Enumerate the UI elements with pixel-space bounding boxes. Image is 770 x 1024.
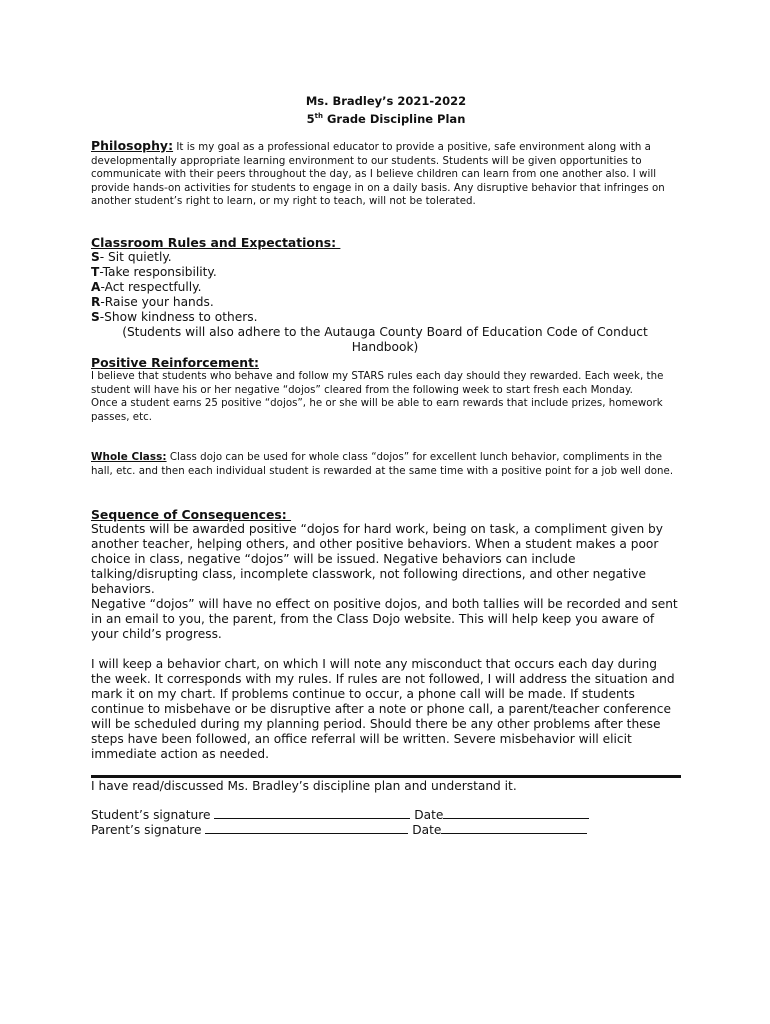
parent-signature-row [91, 823, 679, 838]
student-date-label: Date [410, 808, 444, 822]
grade-superscript: th [314, 112, 323, 120]
title-line-2-rest: Grade Discipline Plan [322, 111, 466, 126]
consequences-para-3: I will keep a behavior chart, on which I will note any misconduct that occurs each day during the week. It corresponds with my rules. If rules are not followed, I will address the situation and mark it on my chart. If problems continue to occur, a phone call will be made. If students continue to misbehave or be disruptive after a note or phone call, a parent/teacher conference will be scheduled during my planning period. Should there be any other problems after these steps have been followed, an office referral will be written. Severe misbehavior will elicit immediate action as needed. [91, 657, 675, 761]
consequences-heading: Sequence of Consequences: [91, 507, 292, 522]
student-signature-field[interactable] [214, 808, 410, 819]
reinforcement-para-1: I believe that students who behave and follow my STARS rules each day should they rewarded. Each week, the student will have his or her negative “dojos” cleared from the following week to start fresh each Monday. [91, 371, 664, 396]
rule-item [91, 310, 679, 325]
parent-signature-field[interactable] [205, 823, 408, 834]
whole-class-section [91, 451, 679, 478]
rule-letter: S [91, 250, 100, 264]
rules-heading: Classroom Rules and Expectations: [91, 235, 341, 250]
rule-text: -Take responsibility. [99, 265, 217, 279]
whole-class-heading: Whole Class: [91, 451, 167, 463]
student-signature-row [91, 808, 679, 823]
grade-number: 5 [306, 111, 315, 126]
title-line-2 [91, 109, 681, 127]
parent-signature-label: Parent’s signature [91, 823, 206, 837]
agreement-statement: I have read/discussed Ms. Bradley’s discipline plan and understand it. [91, 779, 517, 793]
rule-letter: A [91, 280, 101, 294]
rule-text: -Raise your hands. [100, 295, 214, 309]
whole-class-text: Class dojo can be used for whole class “dojos” for excellent lunch behavior, compliments in the hall, etc. and then each individual student is rewarded at the same time with a positive point for a job well done. [91, 452, 674, 477]
divider-line [91, 775, 681, 778]
consequences-para-1: Students will be awarded positive “dojos for hard work, being on task, a compliment given by another teacher, helping others, and other positive behaviors. When a student makes a poor choice in class, negative “dojos” will be issued. Negative behaviors can include talking/disrupting class, incomplete classwork, not following directions, and other negative behaviors. [91, 522, 663, 596]
rule-item [91, 280, 679, 295]
rule-text: - Sit quietly. [99, 250, 172, 264]
philosophy-heading: Philosophy: [91, 138, 174, 153]
student-date-field[interactable] [443, 808, 589, 819]
title-line-1: Ms. Bradley’s 2021-2022 [305, 94, 467, 108]
student-signature-label: Student’s signature [91, 808, 215, 822]
rule-item [91, 295, 679, 310]
consequences-section [91, 507, 679, 762]
rule-item [91, 265, 679, 280]
paragraph-spacer [91, 642, 679, 657]
philosophy-section [91, 139, 679, 209]
consequences-para-2: Negative “dojos” will have no effect on positive dojos, and both tallies will be recorded and sent in an email to you, the parent, from the Class Dojo website. This will help keep you aware of your child’s progress. [91, 597, 678, 641]
reinforcement-para-2: Once a student earns 25 positive “dojos”, he or she will be able to earn rewards that include prizes, homework passes, etc. [91, 398, 663, 423]
reinforcement-heading: Positive Reinforcement: [91, 355, 259, 370]
rule-item [91, 250, 679, 265]
rule-text: -Act respectfully. [100, 280, 202, 294]
parent-date-label: Date [408, 823, 442, 837]
document-title [91, 94, 681, 127]
parent-date-field[interactable] [441, 823, 587, 834]
rule-letter: R [91, 295, 101, 309]
rule-text: -Show kindness to others. [99, 310, 258, 324]
rules-section [91, 235, 679, 355]
reinforcement-section [91, 355, 679, 424]
rule-letter: T [91, 265, 100, 279]
rules-note: (Students will also adhere to the Autauga County Board of Education Code of Conduct Handbook) [122, 325, 648, 354]
rule-letter: S [91, 310, 100, 324]
philosophy-text: It is my goal as a professional educator to provide a positive, safe environment along with a developmentally appropriate learning environment to our students. Students will be given opportunities to communicate with their peers throughout the day, as I believe children can learn from one another also. I will provide hands-on activities for students to engage in on a daily basis. Any disruptive behavior that infringes on another student’s right to learn, or my right to teach, will not be tolerated. [91, 142, 665, 208]
